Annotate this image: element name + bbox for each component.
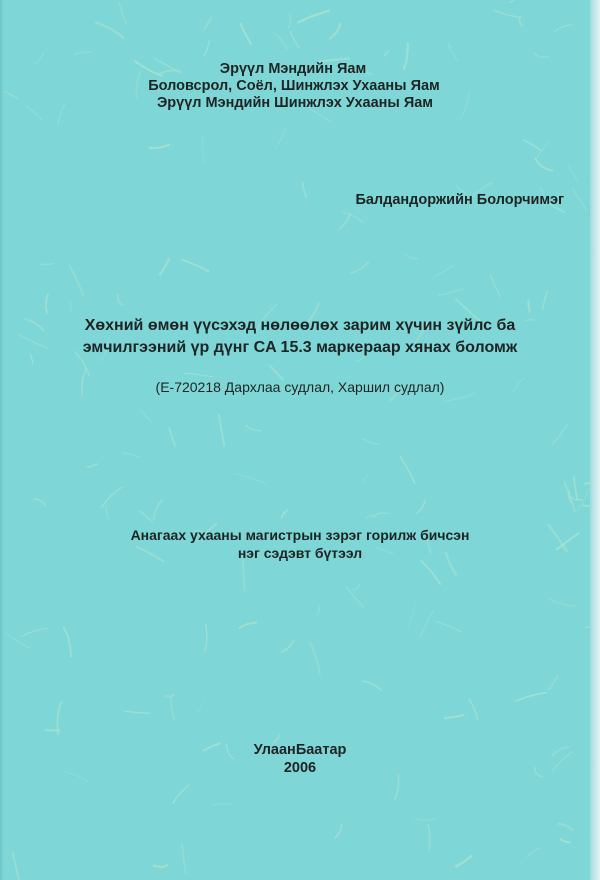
paper-fiber xyxy=(213,804,231,806)
paper-fiber xyxy=(568,162,578,181)
paper-fiber xyxy=(119,3,126,23)
paper-fiber xyxy=(415,818,436,820)
paper-fiber xyxy=(366,516,374,518)
paper-fiber xyxy=(46,295,48,313)
paper-fiber xyxy=(198,699,205,713)
paper-fiber xyxy=(375,513,388,516)
paper-fiber xyxy=(240,623,257,628)
paper-fiber xyxy=(154,500,163,520)
paper-fiber xyxy=(154,865,167,867)
paper-fiber xyxy=(445,715,464,718)
paper-fiber xyxy=(276,35,287,49)
degree-statement xyxy=(0,526,600,562)
paper-fiber xyxy=(364,475,368,484)
ministry-health-sciences: Эрүүл Мэндийн Шинжлэх Ухааны Яам xyxy=(156,95,434,111)
paper-fiber xyxy=(125,711,150,713)
city: УлаанБаатар xyxy=(253,742,347,758)
paper-fiber xyxy=(510,0,520,2)
paper-fiber xyxy=(240,24,251,45)
ministry-health: Эрүүл Мэндийн Яам xyxy=(219,61,367,77)
paper-fiber xyxy=(303,183,306,197)
paper-fiber xyxy=(417,501,425,513)
paper-fiber xyxy=(165,694,174,696)
paper-fiber xyxy=(439,289,464,296)
paper-fiber xyxy=(555,24,572,31)
paper-fiber xyxy=(75,52,91,54)
paper-fiber xyxy=(469,699,478,720)
paper-fiber xyxy=(435,266,454,277)
paper-fiber xyxy=(405,254,417,259)
place-and-year xyxy=(0,741,600,777)
paper-fiber xyxy=(288,15,291,29)
paper-fiber xyxy=(494,10,521,17)
paper-fiber xyxy=(69,266,83,297)
paper-fiber xyxy=(70,302,71,312)
paper-fiber xyxy=(560,839,569,843)
paper-fiber xyxy=(275,127,285,148)
paper-fiber xyxy=(203,136,205,164)
paper-fiber xyxy=(64,628,71,657)
paper-fiber xyxy=(420,611,433,637)
paper-fiber xyxy=(363,681,382,690)
paper-fiber xyxy=(564,482,575,511)
paper-fiber xyxy=(171,697,175,721)
paper-fiber xyxy=(298,11,329,23)
ministry-education: Боловсрол, Соёл, Шинжлэх Ухааны Яам xyxy=(148,78,440,94)
paper-fiber xyxy=(363,439,380,445)
paper-fiber xyxy=(548,599,575,607)
year: 2006 xyxy=(283,760,317,776)
paper-fiber xyxy=(21,628,47,636)
paper-fiber xyxy=(173,785,189,804)
paper-fiber xyxy=(290,31,299,48)
paper-fiber xyxy=(524,140,541,150)
author-name: Балдандоржийн Болорчимэг xyxy=(355,192,564,208)
paper-fiber xyxy=(534,53,548,57)
degree-line-1: Анагаах ухааны магистрын зэрэг горилж бичсэн xyxy=(130,527,470,543)
paper-fiber xyxy=(235,473,266,484)
paper-fiber xyxy=(535,142,549,160)
paper-fiber xyxy=(140,511,152,521)
paper-fiber xyxy=(536,159,553,171)
paper-fiber xyxy=(543,291,548,309)
paper-fiber xyxy=(574,476,577,500)
paper-fiber xyxy=(182,260,209,272)
paper-fiber xyxy=(317,605,319,615)
paper-fiber xyxy=(41,264,53,265)
paper-fiber xyxy=(118,295,123,305)
paper-fiber xyxy=(34,499,45,505)
paper-fiber xyxy=(3,631,31,648)
paper-fiber xyxy=(204,17,212,30)
paper-fiber xyxy=(527,848,540,857)
paper-fiber xyxy=(552,425,568,446)
paper-fiber xyxy=(140,410,152,423)
paper-fiber xyxy=(516,693,546,701)
paper-fiber xyxy=(428,825,430,851)
paper-fiber xyxy=(350,262,369,273)
paper-fiber xyxy=(448,41,459,62)
paper-fiber xyxy=(549,676,559,690)
paper-fiber xyxy=(102,487,122,507)
paper-fiber xyxy=(96,23,123,39)
paper-fiber xyxy=(282,641,294,652)
thesis-title-line-1: Хөхний өмөн үүсэхэд нөлөөлөх зарим хүчин зүйлс ба xyxy=(84,317,516,334)
paper-fiber xyxy=(13,852,20,880)
paper-fiber xyxy=(456,856,472,866)
degree-line-2: нэг сэдэвт бүтээл xyxy=(237,545,363,561)
paper-fiber xyxy=(395,774,399,798)
thesis-title xyxy=(0,315,600,359)
paper-fiber xyxy=(204,41,209,56)
paper-fiber xyxy=(243,559,245,590)
paper-fiber xyxy=(384,51,390,57)
paper-fiber xyxy=(87,464,98,467)
paper-fiber xyxy=(330,23,341,38)
specialty-code: (E-720218 Дархлаа судлал, Харшил судлал) xyxy=(155,379,445,395)
paper-fiber xyxy=(528,300,530,312)
paper-fiber xyxy=(400,457,415,484)
paper-fiber xyxy=(342,212,363,222)
paper-fiber xyxy=(558,824,573,830)
paper-fiber xyxy=(408,600,415,628)
paper-fiber xyxy=(246,425,261,431)
paper-fiber xyxy=(150,145,170,148)
paper-fiber xyxy=(573,188,586,209)
paper-fiber xyxy=(160,259,169,275)
paper-fiber xyxy=(352,582,360,589)
paper-fiber xyxy=(182,844,186,874)
paper-fiber xyxy=(490,274,501,297)
paper-fiber xyxy=(346,587,364,608)
paper-fiber xyxy=(205,624,207,651)
paper-fiber xyxy=(122,453,138,457)
paper-fiber xyxy=(185,373,213,377)
paper-fiber xyxy=(270,366,283,380)
paper-fiber xyxy=(57,702,61,734)
paper-fiber xyxy=(519,17,522,25)
paper-fiber xyxy=(311,643,320,674)
paper-fiber xyxy=(169,428,175,446)
paper-fiber xyxy=(219,415,224,446)
paper-fiber xyxy=(282,510,287,517)
paper-fiber xyxy=(339,214,350,230)
paper-fiber xyxy=(436,621,462,632)
ministries-block xyxy=(0,61,600,112)
paper-fiber xyxy=(421,561,440,584)
paper-fiber xyxy=(335,824,342,838)
thesis-title-line-2: эмчилгээний үр дүнг CA 15.3 маркераар хянах боломж xyxy=(82,339,518,356)
paper-fiber xyxy=(106,507,109,521)
